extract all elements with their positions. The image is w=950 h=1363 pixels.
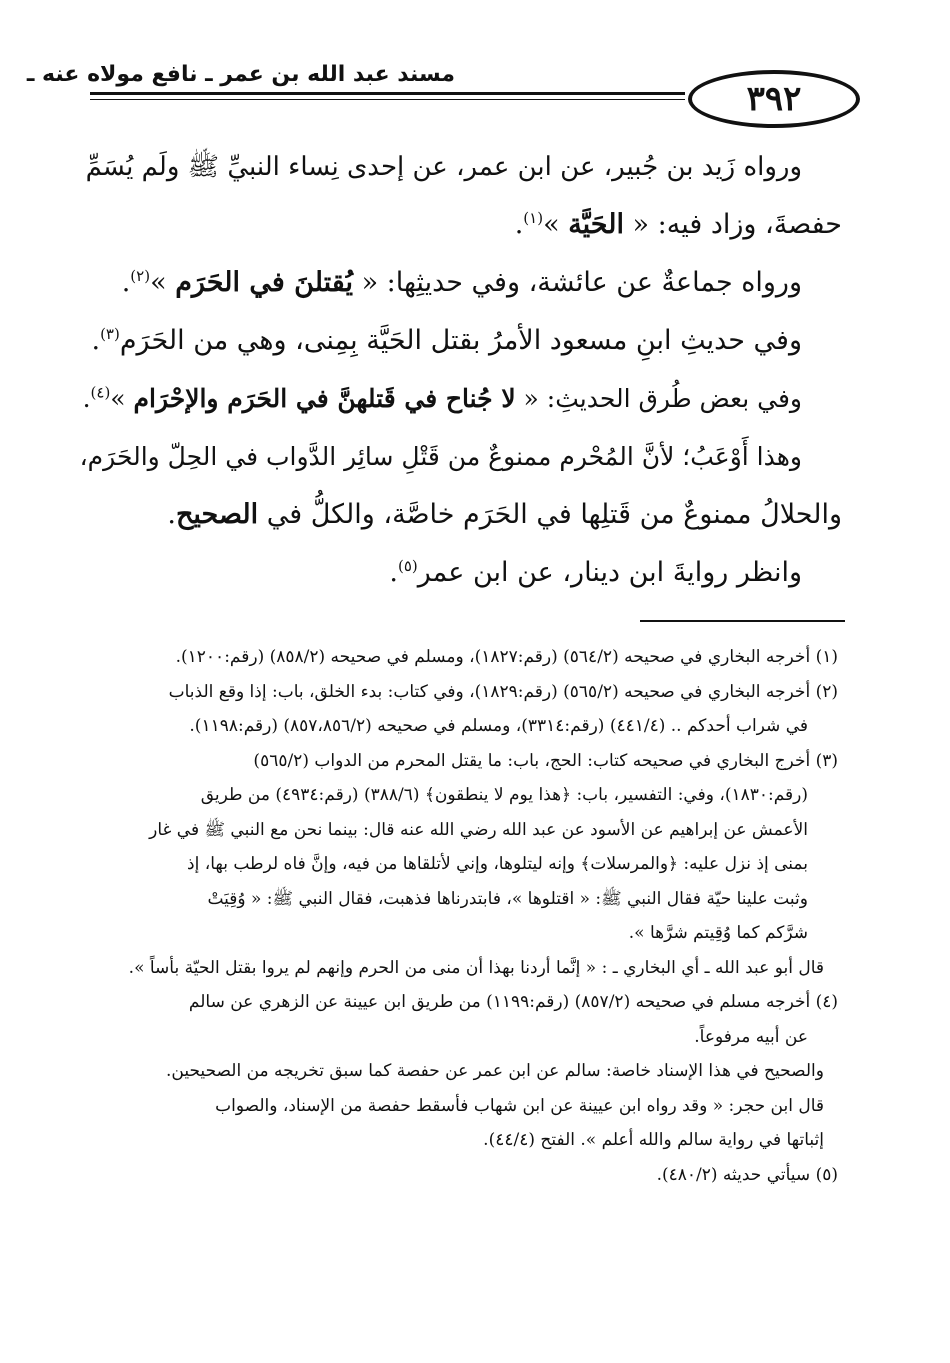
body-line-7: [80, 486, 842, 544]
text-span: والحلالُ ممنوعٌ من قَتلِها في الحَرَم خاصَّة، والكلُّ في: [258, 499, 842, 530]
text-span: »: [543, 209, 569, 240]
body-line-8: [80, 544, 842, 602]
text-span: حفصةَ، وزاد فيه: «: [623, 209, 842, 240]
header-rule: [90, 92, 685, 95]
footnote-5: (٥) سيأتي حديثه (٤٨٠/٢).: [656, 1164, 838, 1185]
text-span: .: [389, 557, 398, 588]
text-span: وفي بعض طُرق الحديثِ: «: [515, 384, 802, 413]
emphasis-sahih: الصحيح: [175, 499, 259, 530]
body-line-2: [80, 196, 842, 254]
text-span: »: [110, 384, 134, 413]
footnote-3: (٣) أخرج البخاري في صحيحه كتاب: الحج، باب: ما يقتل المحرم من الدواب (٥٦٥/٢): [253, 750, 838, 771]
footnote-ref-2[interactable]: (٢): [130, 267, 151, 285]
body-line-1: ورواه زَيد بن جُبير، عن ابن عمر، عن إحدى نِساء النبيِّ ﷺ ولَم يُسَمِّ: [85, 152, 802, 182]
footnote-ref-4[interactable]: (٤): [90, 383, 111, 402]
footnote-4-note: قال ابن حجر: « وقد رواه ابن عيينة عن ابن شهاب فأسقط حفصة من الإسناد، والصواب: [215, 1095, 824, 1116]
footnote-3-cont: بمنى إذ نزل عليه: ﴿والمرسلات﴾ وإنه ليتلوها، وإني لأتلقاها من فيه، وإنَّ فاه لرطب بها، إذ: [187, 854, 808, 874]
text-span: وانظر روايةَ ابن دينار، عن ابن عمر: [417, 557, 802, 588]
footnote-3-cont: شرَّكم كما وُقِيتم شرَّها ».: [628, 923, 808, 943]
page-number: ٣٩٢: [688, 70, 860, 128]
footnote-4: (٤) أخرجه مسلم في صحيحه (٨٥٧/٢) (رقم:١١٩٩) من طريق ابن عيينة عن الزهري عن سالم: [188, 992, 838, 1012]
body-line-6: وهذا أَوْعَبُ؛ لأنَّ المُحْرم ممنوعٌ من قَتْلِ سائِر الدَّواب في الحِلّ والحَرَم،: [79, 442, 802, 471]
hadith-quote: الحَيَّة: [568, 209, 624, 240]
footnote-1: (١) أخرجه البخاري في صحيحه (٥٦٤/٢) (رقم:١٨٢٧)، ومسلم في صحيحه (٨٥٨/٢) (رقم:١٢٠٠).: [175, 647, 838, 667]
footnote-4-note: والصحيح في هذا الإسناد خاصة: سالم عن ابن عمر عن حفصة كما سبق تخريجه من الصحيحين.: [165, 1061, 824, 1081]
footnote-3-cont: (رقم:١٨٣٠)، وفي: التفسير، باب: ﴿هذا يوم لا ينطقون﴾ (٣٨٨/٦) (رقم:٤٩٣٤) من طريق: [200, 785, 808, 805]
footnote-3-note: قال أبو عبد الله ـ أي البخاري ـ : « إنَّما أردنا بهذا أن منى من الحرم وإنهم لم يروا بقتل الحيّة بأساً ».: [128, 957, 824, 978]
footnote-2: (٢) أخرجه البخاري في صحيحه (٥٦٥/٢) (رقم:١٨٢٩)، وفي كتاب: بدء الخلق، باب: إذا وقع الذباب: [168, 681, 838, 702]
text-span: »: [150, 267, 176, 298]
text-span: .: [514, 209, 524, 240]
footnote-separator: [640, 620, 845, 622]
body-line-5: [80, 370, 842, 428]
text-span: .: [82, 384, 91, 413]
footnote-4-note: إثباتها في رواية سالم والله أعلم ». الفتح (٤٤/٤).: [483, 1130, 824, 1150]
footnote-ref-3[interactable]: (٣): [100, 325, 120, 343]
text-span: .: [121, 267, 131, 298]
hadith-quote: لا جُناح في قَتلهنَّ في الحَرَم والإحْرَام: [133, 384, 516, 413]
main-text: [80, 138, 842, 602]
footnote-3-cont: وثبت علينا حيّة فقال النبي ﷺ: « اقتلوها »، فابتدرناها فذهبت، فقال النبي ﷺ: « وُقِيَتْ: [207, 888, 808, 909]
body-line-4: [80, 312, 842, 370]
body-line-3: [80, 254, 842, 312]
footnote-4-cont: عن أبيه مرفوعاً.: [694, 1026, 808, 1047]
footnote-2-cont: في شراب أحدكم .. (٤٤١/٤) (رقم:٣٣١٤)، ومسلم في صحيحه (٨٥٧،٨٥٦/٢) (رقم:١١٩٨).: [189, 716, 808, 736]
text-span: وفي حديثِ ابنِ مسعود الأمرُ بقتل الحَيَّة بِمِنى، وهي من الحَرَم: [119, 325, 802, 356]
text-span: .: [91, 325, 101, 356]
text-span: .: [167, 499, 176, 530]
running-header-title: مسند عبد الله بن عمر ـ نافع مولاه عنه ـ: [26, 62, 455, 87]
hadith-quote: يُقتلنَ في الحَرَم: [175, 267, 353, 298]
footnote-ref-1[interactable]: (١): [523, 209, 544, 227]
header-rule-thin: [90, 99, 685, 100]
footnotes: [70, 640, 838, 1192]
footnote-ref-5[interactable]: (٥): [397, 557, 418, 575]
text-span: ورواه جماعةٌ عن عائشة، وفي حديثِها: «: [352, 267, 802, 298]
footnote-3-cont: الأعمش عن إبراهيم عن الأسود عن عبد الله رضي الله عنه قال: بينما نحن مع النبي ﷺ في غار: [149, 819, 808, 840]
